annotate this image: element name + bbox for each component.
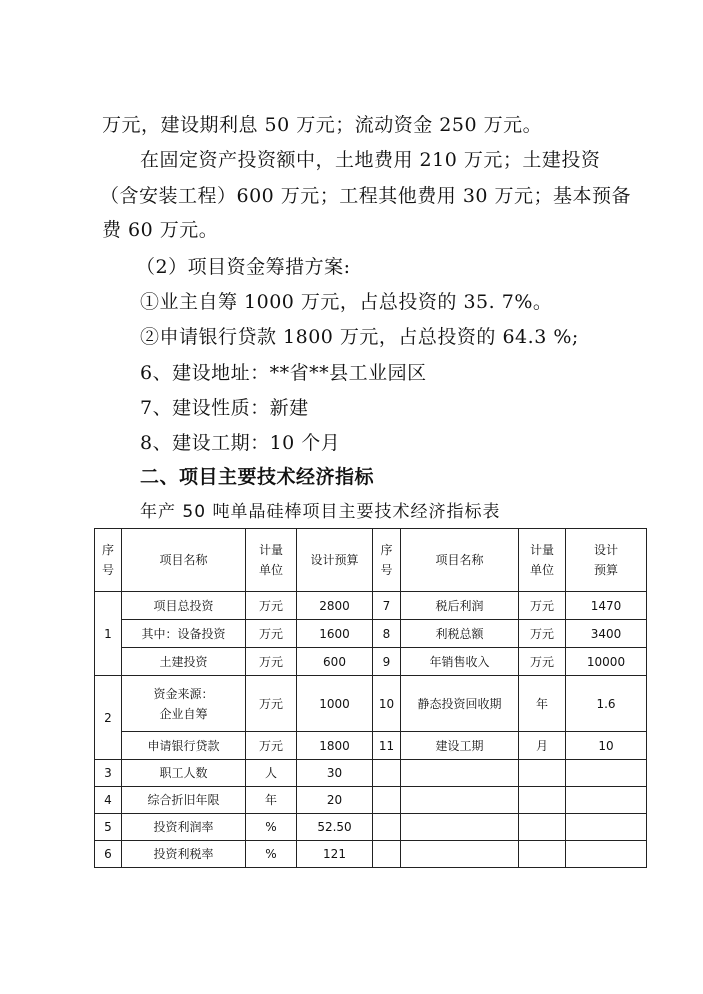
- construction-address: 6、建设地址：**省**县工业园区: [140, 362, 427, 384]
- header-cell: 序 号: [95, 529, 122, 592]
- seq-cell: 10: [373, 676, 401, 732]
- value-cell: 1800: [297, 732, 373, 760]
- value-cell: 1.6: [566, 676, 647, 732]
- unit-cell: 年: [246, 787, 297, 814]
- header-cell: 设计预算: [297, 529, 373, 592]
- unit-cell: %: [246, 814, 297, 841]
- empty-cell: [566, 760, 647, 787]
- empty-cell: [566, 814, 647, 841]
- item-name-cell: 其中：设备投资: [122, 620, 246, 648]
- item-name-cell: 资金来源： 企业自筹: [122, 676, 246, 732]
- header-cell: 序 号: [373, 529, 401, 592]
- seq-cell: 1: [95, 592, 122, 676]
- table-row: [95, 760, 647, 787]
- value-cell: 3400: [566, 620, 647, 648]
- empty-cell: [401, 760, 519, 787]
- value-cell: 1600: [297, 620, 373, 648]
- item-name-cell: 税后利润: [401, 592, 519, 620]
- table-row: [95, 787, 647, 814]
- table-row: [95, 814, 647, 841]
- table-caption: 年产 50 吨单晶硅棒项目主要技术经济指标表: [140, 502, 501, 522]
- unit-cell: 万元: [519, 620, 566, 648]
- value-cell: 1000: [297, 676, 373, 732]
- value-cell: 600: [297, 648, 373, 676]
- value-cell: 52.50: [297, 814, 373, 841]
- funding-plan-heading: （2）项目资金筹措方案:: [136, 256, 351, 278]
- funding-item: ①业主自筹 1000 万元，占总投资的 35. 7%。: [140, 291, 553, 313]
- empty-cell: [373, 787, 401, 814]
- value-cell: 121: [297, 841, 373, 868]
- item-name-cell: 申请银行贷款: [122, 732, 246, 760]
- item-name-cell: 项目总投资: [122, 592, 246, 620]
- empty-cell: [373, 760, 401, 787]
- empty-cell: [566, 787, 647, 814]
- seq-cell: 8: [373, 620, 401, 648]
- item-name-cell: 静态投资回收期: [401, 676, 519, 732]
- value-cell: 10: [566, 732, 647, 760]
- empty-cell: [401, 787, 519, 814]
- seq-cell: 7: [373, 592, 401, 620]
- unit-cell: 万元: [246, 648, 297, 676]
- table-row: [95, 620, 647, 648]
- empty-cell: [566, 841, 647, 868]
- item-name-cell: 利税总额: [401, 620, 519, 648]
- item-name-cell: 年销售收入: [401, 648, 519, 676]
- header-cell: 设计 预算: [566, 529, 647, 592]
- value-cell: 20: [297, 787, 373, 814]
- construction-period: 8、建设工期：10 个月: [140, 432, 341, 454]
- header-cell: 项目名称: [401, 529, 519, 592]
- value-cell: 10000: [566, 648, 647, 676]
- seq-cell: 4: [95, 787, 122, 814]
- header-cell: 计量 单位: [519, 529, 566, 592]
- unit-cell: 万元: [246, 620, 297, 648]
- paragraph-line: 费 60 万元。: [102, 219, 219, 241]
- item-name-cell: 投资利税率: [122, 841, 246, 868]
- header-cell: 计量 单位: [246, 529, 297, 592]
- construction-nature: 7、建设性质：新建: [140, 397, 309, 419]
- section-heading: 二、项目主要技术经济指标: [140, 466, 375, 488]
- unit-cell: 万元: [246, 732, 297, 760]
- table-row: [95, 592, 647, 620]
- unit-cell: 人: [246, 760, 297, 787]
- empty-cell: [373, 814, 401, 841]
- table-row: [95, 841, 647, 868]
- empty-cell: [519, 787, 566, 814]
- value-cell: 1470: [566, 592, 647, 620]
- header-cell: 项目名称: [122, 529, 246, 592]
- empty-cell: [401, 841, 519, 868]
- empty-cell: [519, 760, 566, 787]
- unit-cell: 万元: [246, 592, 297, 620]
- empty-cell: [373, 841, 401, 868]
- seq-cell: 5: [95, 814, 122, 841]
- unit-cell: 年: [519, 676, 566, 732]
- unit-cell: %: [246, 841, 297, 868]
- funding-item: ②申请银行贷款 1800 万元，占总投资的 64.3 %;: [140, 326, 579, 348]
- seq-cell: 11: [373, 732, 401, 760]
- table-row: [95, 648, 647, 676]
- item-name-cell: 职工人数: [122, 760, 246, 787]
- unit-cell: 月: [519, 732, 566, 760]
- table-row: [95, 676, 647, 732]
- empty-cell: [401, 814, 519, 841]
- value-cell: 30: [297, 760, 373, 787]
- seq-cell: 9: [373, 648, 401, 676]
- item-name-cell: 建设工期: [401, 732, 519, 760]
- paragraph-line: 在固定资产投资额中，土地费用 210 万元；土建投资: [140, 149, 601, 171]
- empty-cell: [519, 814, 566, 841]
- item-name-cell: 投资利润率: [122, 814, 246, 841]
- unit-cell: 万元: [246, 676, 297, 732]
- seq-cell: 3: [95, 760, 122, 787]
- paragraph-line: 万元，建设期利息 50 万元；流动资金 250 万元。: [102, 114, 543, 136]
- paragraph-line: （含安装工程）600 万元；工程其他费用 30 万元；基本预备: [100, 185, 632, 207]
- table-header-row: [95, 529, 647, 592]
- unit-cell: 万元: [519, 592, 566, 620]
- empty-cell: [519, 841, 566, 868]
- seq-cell: 6: [95, 841, 122, 868]
- item-name-cell: 土建投资: [122, 648, 246, 676]
- item-name-cell: 综合折旧年限: [122, 787, 246, 814]
- indicator-table: [94, 528, 647, 868]
- table-row: [95, 732, 647, 760]
- seq-cell: 2: [95, 676, 122, 760]
- unit-cell: 万元: [519, 648, 566, 676]
- value-cell: 2800: [297, 592, 373, 620]
